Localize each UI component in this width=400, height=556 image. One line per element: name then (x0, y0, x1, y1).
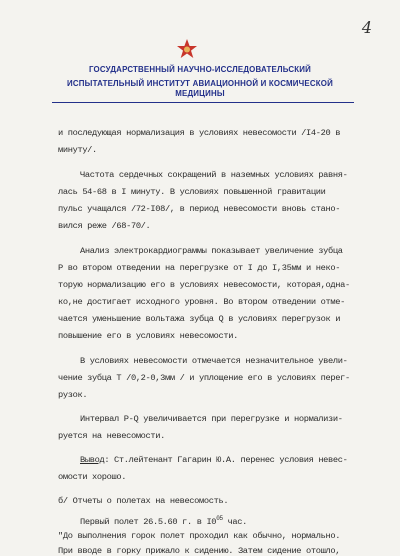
section-heading: б/ Отчеты о полетах на невесомость. (58, 496, 229, 506)
flight-line (80, 514, 247, 527)
text-line: рузок. (58, 390, 88, 400)
flight-date-text: Первый полет 26.5.60 г. в I0 (80, 516, 217, 527)
text-line: торую нормализацию его в условиях невесомости, которая,одна- (58, 280, 350, 290)
text-line: При вводе в горку прижало к сидению. Затем сидение отошло, (58, 546, 341, 556)
conclusion-label: Вывод (80, 455, 105, 465)
text-line: "До выполнения горок полет проходил как обычно, нормально. (58, 531, 341, 541)
text-line: В условиях невесомости отмечается незначительное увели- (80, 356, 348, 366)
text-line: и последующая нормализация в условиях невесомости /I4-20 в (58, 128, 341, 138)
text-line: минуту/. (58, 145, 97, 155)
text-line: повышение его в условиях невесомости. (58, 331, 238, 341)
flight-time-minutes: 05 (216, 515, 223, 522)
text-line: Анализ электрокардиограммы показывает увеличение зубца (80, 246, 343, 256)
text-line: лась 54-68 в I минуту. В условиях повышенной гравитации (58, 187, 326, 197)
text-line: руется на невесомости. (58, 431, 165, 441)
text-line: вился реже /68-70/. (58, 221, 151, 231)
text-line: P во втором отведении на перегрузке от I до I,35мм и неко- (58, 263, 341, 273)
text-line: пульс учащался /72-I08/, в период невесомости вновь стано- (58, 204, 341, 214)
conclusion-text: : Ст.лейтенант Гагарин Ю.А. перенес условия невес- (104, 455, 348, 465)
institute-name-line-1: ГОСУДАРСТВЕННЫЙ НАУЧНО-ИССЛЕДОВАТЕЛЬСКИЙ (88, 64, 312, 74)
text-line: чение зубца T /0,2-0,3мм / и уплощение его в условиях перег- (58, 373, 350, 383)
text-line: чается уменьшение вольтажа зубца Q в условиях перегрузок и (58, 314, 341, 324)
conclusion-line (80, 455, 348, 465)
page-number: 4 (361, 18, 372, 37)
flight-time-suffix: час. (222, 516, 248, 527)
text-line: ко,не достигает исходного уровня. Во втором отведении отме- (58, 297, 345, 307)
institute-name-line-2: ИСПЫТАТЕЛЬНЫЙ ИНСТИТУТ АВИАЦИОННОЙ И КОСМИЧЕСКОЙ МЕДИЦИНЫ (67, 78, 333, 98)
text-line: Частота сердечных сокращений в наземных условиях равня- (80, 170, 348, 180)
text-line: омости хорошо. (58, 472, 127, 482)
text-line: Интервал P-Q увеличивается при перегрузке и нормализи- (80, 414, 343, 424)
